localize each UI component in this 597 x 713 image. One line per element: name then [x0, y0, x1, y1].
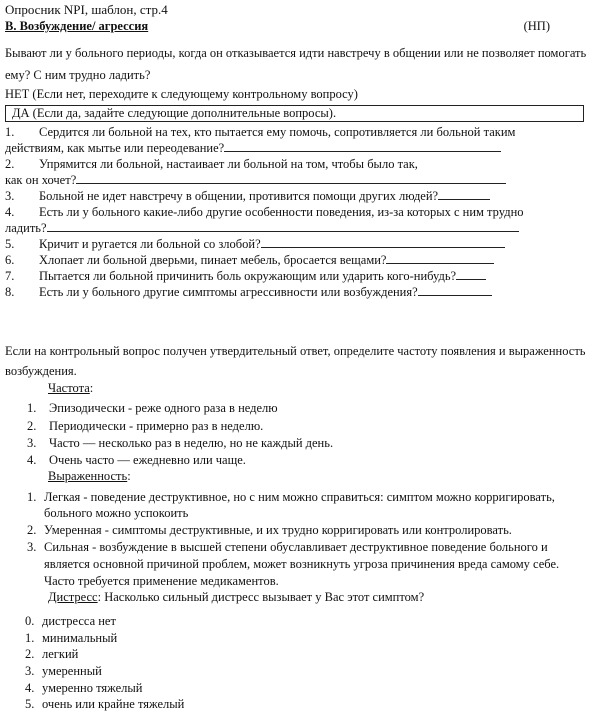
severity-option[interactable]	[27, 522, 590, 539]
frequency-option[interactable]	[27, 452, 590, 469]
frequency-option[interactable]	[27, 400, 590, 417]
screening-question: Бывают ли у больного периоды, когда он отказывается идти навстречу в общении или не позволяет помогать ему? С ним трудно ладить?	[5, 46, 587, 82]
option-text: дистресса нет	[42, 614, 116, 629]
option-number: 2.	[27, 523, 37, 538]
answer-line[interactable]	[261, 236, 505, 248]
frequency-colon: :	[89, 381, 94, 396]
question-text-cont: как он хочет?	[5, 173, 77, 188]
distress-section	[5, 590, 590, 713]
distress-option[interactable]	[25, 680, 590, 697]
question-number: 8.	[5, 285, 15, 300]
option-text: умеренный	[42, 663, 102, 678]
question-text: Хлопает ли больной дверьми, пинает мебель, бросается вещами?	[39, 253, 387, 268]
question-item	[5, 284, 590, 300]
option-number: 4.	[27, 453, 37, 468]
condition-text: Если на контрольный вопрос получен утвердительный ответ, определите частоту появления и выраженность возбуждения.	[5, 344, 586, 378]
np-marker: (НП)	[523, 18, 550, 33]
severity-heading: Выраженность	[48, 469, 128, 484]
no-option: НЕТ (Если нет, переходите к следующему контрольному вопросу)	[5, 86, 358, 101]
question-item	[5, 188, 590, 204]
severity-colon: :	[127, 469, 131, 484]
question-text: Сердится ли больной на тех, кто пытается ему помочь, сопротивляется ли больной таким	[39, 125, 516, 140]
yes-option-box	[5, 105, 584, 122]
option-number: 3.	[27, 540, 37, 555]
frequency-list	[27, 400, 590, 469]
answer-line[interactable]	[76, 172, 506, 184]
question-text-cont: действиям, как мытье или переодевание?	[5, 141, 225, 156]
distress-heading: Дистресс	[48, 589, 98, 604]
option-text: Эпизодически - реже одного раза в неделю	[49, 401, 278, 416]
answer-line[interactable]	[47, 220, 519, 232]
distress-option[interactable]	[25, 646, 590, 663]
question-number: 2.	[5, 157, 15, 172]
option-number: 1.	[27, 489, 37, 504]
option-text: Очень часто — ежедневно или чаще.	[49, 453, 246, 468]
question-item	[5, 236, 590, 252]
severity-option[interactable]	[27, 539, 590, 590]
option-text: очень или крайне тяжелый	[42, 697, 185, 712]
option-text: умеренно тяжелый	[42, 680, 143, 695]
severity-list	[27, 489, 590, 590]
question-number: 3.	[5, 189, 15, 204]
question-number: 5.	[5, 237, 15, 252]
question-item	[5, 268, 590, 284]
option-number: 1.	[27, 401, 37, 416]
question-text: Есть ли у больного другие симптомы агрессивности или возбуждения?	[39, 285, 418, 300]
question-text-cont: ладить?	[5, 221, 47, 236]
severity-section	[5, 469, 590, 590]
question-text: Больной не идет навстречу в общении, противится помощи других людей?	[39, 189, 439, 204]
option-text: легкий	[42, 647, 79, 662]
question-number: 1.	[5, 125, 15, 140]
question-text: Есть ли у больного какие-либо другие особенности поведения, из-за которых с ним трудно	[39, 205, 524, 220]
distress-question: : Насколько сильный дистресс вызывает у Вас этот симптом?	[97, 589, 425, 604]
distress-option[interactable]	[25, 663, 590, 680]
option-text: Легкая - поведение деструктивное, но с ним можно справиться: симптом можно корригировать, больного можно успокоить	[44, 489, 555, 521]
follow-up-questions	[5, 124, 590, 300]
document-title: Опросник NPI, шаблон, стр.4	[5, 2, 168, 17]
option-text: Часто — несколько раз в неделю, но не каждый день.	[49, 435, 334, 450]
option-number: 0.	[25, 614, 35, 629]
question-item	[5, 124, 590, 156]
option-number: 2.	[27, 418, 37, 433]
option-number: 3.	[25, 663, 35, 678]
distress-option[interactable]	[25, 630, 590, 647]
option-text: Периодически - примерно раз в неделю.	[49, 418, 264, 433]
section-title: В. Возбуждение/ агрессия	[5, 18, 149, 33]
section-header	[5, 19, 590, 34]
question-number: 7.	[5, 269, 15, 284]
answer-line[interactable]	[386, 252, 494, 264]
distress-option[interactable]	[25, 696, 590, 713]
answer-line[interactable]	[224, 140, 501, 152]
severity-option[interactable]	[27, 489, 590, 523]
question-number: 4.	[5, 205, 15, 220]
frequency-heading: Частота	[48, 381, 90, 396]
frequency-section	[5, 381, 590, 469]
option-text: минимальный	[42, 630, 118, 645]
option-number: 5.	[25, 697, 35, 712]
option-text: Умеренная - симптомы деструктивные, и их трудно корригировать или контролировать.	[44, 523, 512, 538]
frequency-option[interactable]	[27, 418, 590, 435]
document-page	[5, 2, 590, 713]
answer-line[interactable]	[456, 268, 486, 280]
question-item	[5, 156, 590, 188]
question-text: Упрямится ли больной, настаивает ли больной на том, чтобы было так,	[39, 157, 418, 172]
answer-line[interactable]	[418, 284, 492, 296]
yes-option: ДА (Если да, задайте следующие дополнительные вопросы).	[12, 106, 337, 121]
option-number: 1.	[25, 630, 35, 645]
distress-option[interactable]	[25, 613, 590, 630]
question-item	[5, 204, 590, 236]
frequency-option[interactable]	[27, 435, 590, 452]
distress-list	[25, 613, 590, 713]
option-number: 3.	[27, 435, 37, 450]
question-item	[5, 252, 590, 268]
option-number: 4.	[25, 680, 35, 695]
question-number: 6.	[5, 253, 15, 268]
question-text: Пытается ли больной причинить боль окружающим или ударить кого-нибудь?	[39, 269, 457, 284]
option-number: 2.	[25, 647, 35, 662]
question-text: Кричит и ругается ли больной со злобой?	[39, 237, 261, 252]
option-text: Сильная - возбуждение в высшей степени обуславливает деструктивное поведение больного и является основной причиной проблем, может возникнуть угроза причинения вреда самому себе. Часто требуется применение медикаментов.	[44, 540, 560, 588]
answer-line[interactable]	[438, 188, 490, 200]
